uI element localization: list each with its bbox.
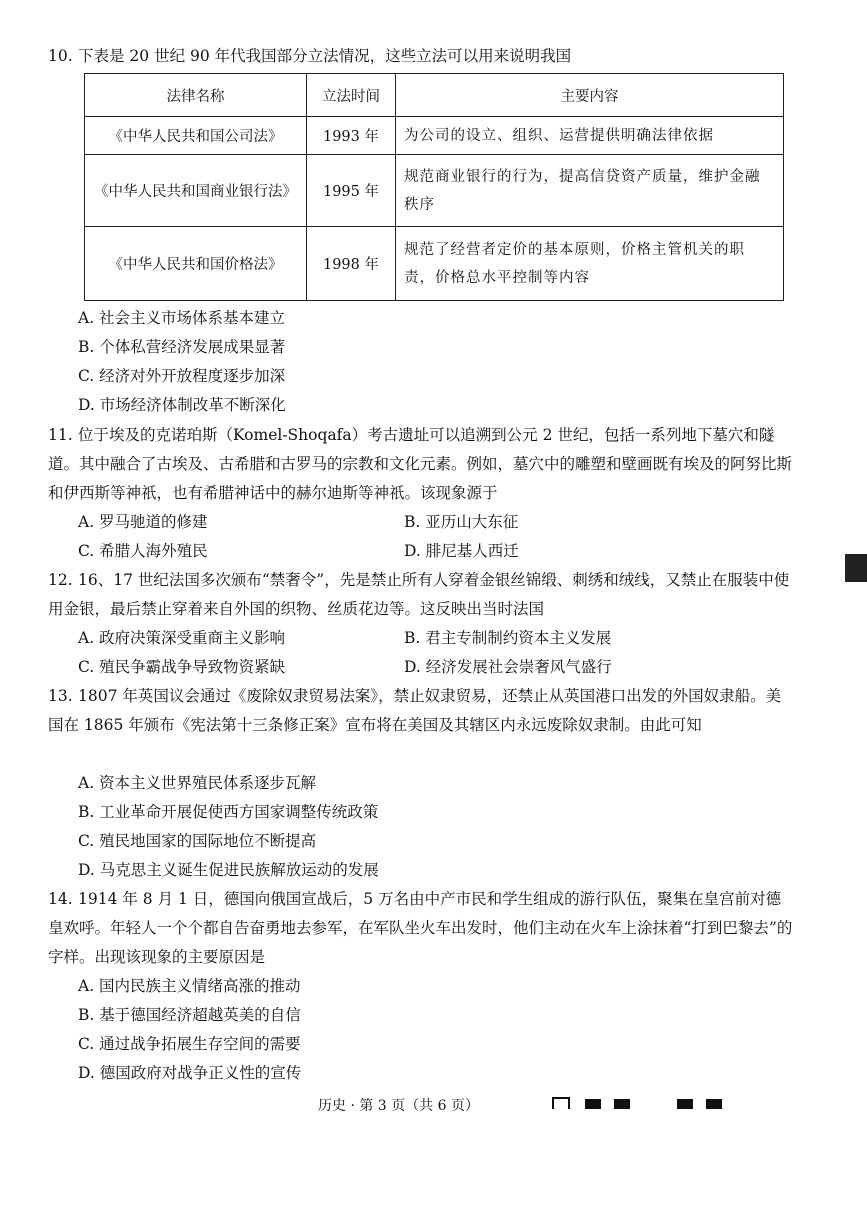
table-row [85, 155, 784, 227]
option-d: D. 经济发展社会崇奢风气盛行 [404, 658, 612, 676]
question-stem: 1807 年英国议会通过《废除奴隶贸易法案》，禁止奴隶贸易，还禁止从英国港口出发的外国奴隶船。美国在 1865 年颁布《宪法第十三条修正案》宣布将在美国及其辖区内永远废除奴隶制。由此可知 [48, 687, 782, 734]
question-stem: 16、17 世纪法国多次颁布“禁奢令”，先是禁止所有人穿着金银丝锦缎、刺绣和绒线，又禁止在服装中使用金银，最后禁止穿着来自外国的织物、丝质花边等。这反映出当时法国 [48, 571, 790, 618]
barcode-block-icon [585, 1099, 601, 1109]
question-12 [48, 566, 793, 624]
option-b: B. 工业革命开展促使西方国家调整传统政策 [78, 803, 379, 821]
question-13 [48, 682, 793, 740]
page-number-label: 历史 · 第 3 页（共 6 页） [318, 1098, 479, 1114]
barcode-block-icon [614, 1099, 630, 1109]
question-number: 14. [48, 890, 73, 908]
law-year-cell: 1998 年 [307, 227, 396, 301]
option-d: D. 腓尼基人西迁 [404, 542, 519, 560]
option-c: C. 通过战争拓展生存空间的需要 [78, 1035, 301, 1053]
option-d: D. 马克思主义诞生促进民族解放运动的发展 [78, 861, 379, 879]
table-row [85, 117, 784, 155]
question-number: 11. [48, 426, 73, 444]
table-row [85, 227, 784, 301]
option-c: C. 希腊人海外殖民 [78, 542, 208, 560]
option-a: A. 社会主义市场体系基本建立 [78, 309, 286, 327]
law-year-cell: 1993 年 [307, 117, 396, 155]
option-a: A. 资本主义世界殖民体系逐步瓦解 [78, 774, 317, 792]
option-b: B. 基于德国经济超越英美的自信 [78, 1006, 301, 1024]
table-header-cell: 主要内容 [396, 74, 784, 117]
bracket-mark-icon [552, 1097, 570, 1109]
option-a: A. 罗马驰道的修建 [78, 513, 208, 531]
side-tab-marker [845, 554, 867, 582]
option-c: C. 经济对外开放程度逐步加深 [78, 367, 286, 385]
law-content-cell: 规范了经营者定价的基本原则，价格主管机关的职责，价格总水平控制等内容 [396, 227, 784, 301]
option-d: D. 市场经济体制改革不断深化 [78, 396, 286, 414]
law-content-cell: 规范商业银行的行为，提高信贷资产质量，维护金融秩序 [396, 155, 784, 227]
option-c: C. 殖民争霸战争导致物资紧缺 [78, 658, 286, 676]
option-a: A. 国内民族主义情绪高涨的推动 [78, 977, 301, 995]
option-b: B. 个体私营经济发展成果显著 [78, 338, 286, 356]
question-number: 10. [48, 47, 73, 65]
question-number: 12. [48, 571, 73, 589]
law-name-cell: 《中华人民共和国价格法》 [85, 227, 307, 301]
question-stem: 下表是 20 世纪 90 年代我国部分立法情况，这些立法可以用来说明我国 [78, 47, 572, 65]
option-b: B. 亚历山大东征 [404, 513, 519, 531]
table-header-cell: 立法时间 [307, 74, 396, 117]
option-c: C. 殖民地国家的国际地位不断提高 [78, 832, 317, 850]
question-stem: 1914 年 8 月 1 日，德国向俄国宣战后，5 万名由中产市民和学生组成的游行队伍，聚集在皇宫前对德皇欢呼。年轻人一个个都自告奋勇地去参军，在军队坐火车出发时，他们主动在火车上涂抹着“打到巴黎去”的字样。出现该现象的主要原因是 [48, 890, 793, 966]
barcode-block-icon [706, 1099, 722, 1109]
barcode-block-icon [677, 1099, 693, 1109]
table-header-row [85, 74, 784, 117]
law-year-cell: 1995 年 [307, 155, 396, 227]
question-number: 13. [48, 687, 73, 705]
law-table [84, 73, 784, 301]
law-content-cell: 为公司的设立、组织、运营提供明确法律依据 [396, 117, 784, 155]
question-10 [48, 42, 793, 71]
table-header-cell: 法律名称 [85, 74, 307, 117]
question-stem: 位于埃及的克诺珀斯（Komel-Shoqafa）考古遗址可以追溯到公元 2 世纪，包括一系列地下墓穴和隧道。其中融合了古埃及、古希腊和古罗马的宗教和文化元素。例如，墓穴中的雕塑和壁画既有埃及的阿努比斯和伊西斯等神祇，也有希腊神话中的赫尔迪斯等神祇。该现象源于 [48, 426, 793, 502]
question-14 [48, 885, 793, 972]
law-name-cell: 《中华人民共和国商业银行法》 [85, 155, 307, 227]
law-name-cell: 《中华人民共和国公司法》 [85, 117, 307, 155]
question-11 [48, 421, 793, 508]
option-b: B. 君主专制制约资本主义发展 [404, 629, 612, 647]
option-d: D. 德国政府对战争正义性的宣传 [78, 1064, 302, 1082]
option-a: A. 政府决策深受重商主义影响 [78, 629, 286, 647]
